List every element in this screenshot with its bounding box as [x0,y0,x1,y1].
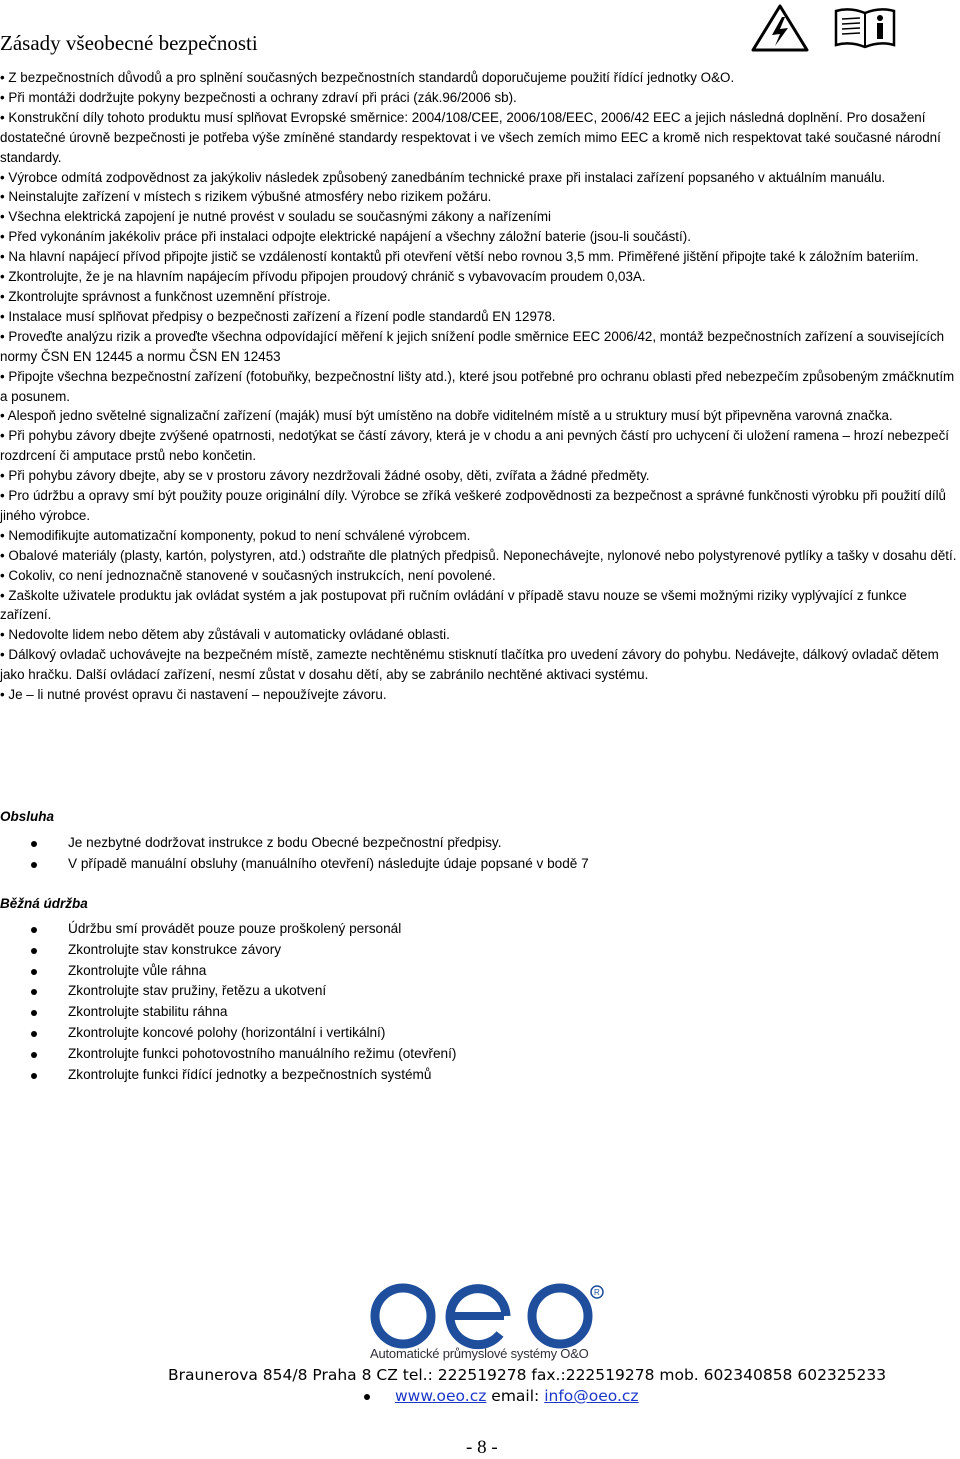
page-number: - 8 - [466,1437,498,1458]
list-item: Zkontrolujte stav konstrukce závory [0,940,900,961]
list-item: V případě manuální obsluhy (manuálního otevření) následujte údaje popsané v bodě 7 [0,854,900,875]
safety-item: • Konstrukční díly tohoto produktu musí splňovat Evropské směrnice: 2004/108/CEE, 2006/108/EEC, 2006/42 EEC a jejich následná doplnění. Pro dosažení dostatečné úrovně bezpečnosti je potřeba výše zmíněné standardy respektovat i ve všech zemích mimo EEC a kromě nich respektovat také současné národní standardy. [0,109,941,165]
safety-instructions [0,68,958,705]
udrzba-list [0,919,900,1085]
safety-item: • Nemodifikujte automatizační komponenty, pokud to není schválené výrobcem. [0,527,471,543]
bullet-icon [31,948,37,954]
safety-item: • Na hlavní napájecí přívod připojte jistič se vzdáleností kontaktů při otevření větší nebo rovnou 3,5 mm. Přiměřené jištění připojte také k záložním bateriím. [0,249,919,265]
bullet-icon [31,927,37,933]
bullet-icon [31,969,37,975]
bullet-icon [364,1394,370,1400]
safety-item: • Dálkový ovladač uchovávejte na bezpečném místě, zamezte nechtěnému stisknutí tlačítka pro uvedení závory do pohybu. Nedávejte, dálkový ovladač dětem jako hračku. Další ovládací zařízení, nesmí zůstat v dosahu dětí, aby se zabránilo nechtěné aktivaci systému. [0,647,939,683]
bullet-icon [31,841,37,847]
safety-item: • Obalové materiály (plasty, kartón, polystyren, atd.) odstraňte dle platných předpisů. Neponechávejte, nylonové nebo polystyrenové pytlíky a tašky v dosahu dětí. [0,547,957,563]
website-link[interactable]: www.oeo.cz [395,1387,487,1405]
electric-hazard-icon [750,3,810,53]
safety-item: • Proveďte analýzu rizik a proveďte všechna odpovídající měření k jejich snížení podle směrnice EEC 2006/42, montáž bezpečnostních zařízení a souvisejících normy ČSN EN 12445 a normu ČSN EN 12453 [0,328,945,364]
page-title: Zásady všeobecné bezpečnosti [0,31,258,55]
svg-text:R: R [594,1288,600,1297]
safety-item: • Výrobce odmítá zodpovědnost za jakýkoliv následek způsobený zanedbáním technické praxe při instalaci zařízení popsaného v aktuálním manuálu. [0,169,886,185]
safety-item: • Nedovolte lidem nebo dětem aby zůstávali v automaticky ovládané oblasti. [0,627,450,643]
safety-item: • Je – li nutné provést opravu či nastavení – nepoužívejte závoru. [0,687,387,703]
safety-item: • Alespoň jedno světelné signalizační zařízení (maják) musí být umístěno na dobře viditelném místě a u struktury musí být připevněna varovná značka. [0,408,893,424]
list-item: Zkontrolujte stav pružiny, řetězu a ukotvení [0,981,900,1002]
bullet-icon [31,1073,37,1079]
email-label: email: [486,1387,545,1405]
list-item: Zkontrolujte stabilitu ráhna [0,1002,900,1023]
list-item: Zkontrolujte vůle ráhna [0,961,900,982]
list-item: Zkontrolujte funkci řídící jednotky a bezpečnostních systémů [0,1065,900,1086]
obsluha-list [0,833,900,875]
list-item: Je nezbytné dodržovat instrukce z bodu Obecné bezpečnostní předpisy. [0,833,900,854]
safety-item: • Neinstalujte zařízení v místech s rizikem výbušné atmosféry nebo rizikem požáru. [0,189,492,205]
safety-item: • Zkontrolujte správnost a funkčnost uzemnění přístroje. [0,288,331,304]
safety-item: • Před vykonáním jakékoliv práce při instalaci odpojte elektrické napájení a všechny záložní baterie (jsou-li součástí). [0,229,691,245]
safety-item: • Všechna elektrická zapojení je nutné provést v souladu se současnými zákony a nařízeními [0,209,552,225]
safety-item: • Při pohybu závory dbejte zvýšené opatrnosti, nedotýkat se částí závory, která je v chodu a ani pevných částí pro uchycení či uložení ramena – hrozí nebezpečí rozdrcení či amputace prstů nebo končetin. [0,428,949,464]
safety-item: • Cokoliv, co není jednoznačně stanovené v současných instrukcích, není povolené. [0,567,496,583]
obsluha-heading: Obsluha [0,809,55,824]
safety-item: • Při pohybu závory dbejte, aby se v prostoru závory nezdržovali žádné osoby, děti, zvířata a žádné předměty. [0,468,650,484]
contact-address: Braunerova 854/8 Praha 8 CZ tel.: 222519278 fax.:222519278 mob. 602340858 602325233 [168,1366,887,1384]
email-link[interactable]: info@oeo.cz [544,1387,639,1405]
bullet-icon [31,1010,37,1016]
read-manual-icon [832,5,898,49]
list-item: Zkontrolujte funkci pohotovostního manuálního režimu (otevření) [0,1044,900,1065]
safety-item: • Instalace musí splňovat předpisy o bezpečnosti zařízení a řízení podle standardů EN 12978. [0,308,556,324]
bullet-icon [31,862,37,868]
list-item: Údržbu smí provádět pouze pouze proškolený personál [0,919,900,940]
list-item: Zkontrolujte koncové polohy (horizontální i vertikální) [0,1023,900,1044]
bullet-icon [31,989,37,995]
contact-links [364,1387,639,1405]
safety-item: • Pro údržbu a opravy smí být použity pouze originální díly. Výrobce se zříká veškeré zodpovědnosti za bezpečnost a správné funkčnosti výrobku při použití dílů jiného výrobce. [0,488,946,523]
safety-item: • Připojte všechna bezpečnostní zařízení (fotobuňky, bezpečnostní lišty atd.), které jsou potřebné pro ochranu oblasti před nebezpečím způsobeným zmáčknutím a posunem. [0,368,955,404]
safety-item: • Zaškolte uživatele produktu jak ovládat systém a jak postupovat při ručním ovládání v případě stavu nouze se všemi možnými riziky vyplývající z funkce zařízení. [0,587,907,623]
safety-item: • Z bezpečnostních důvodů a pro splnění současných bezpečnostních standardů doporučujeme použití řídící jednotky O&O. [0,70,735,85]
safety-item: • Zkontrolujte, že je na hlavním napájecím přívodu připojen proudový chránič s vybavovacím proudem 0,03A. [0,269,646,285]
logo-tagline: Automatické průmyslové systémy O&O [370,1346,589,1361]
bullet-icon [31,1052,37,1058]
udrzba-heading: Běžná údržba [0,896,88,911]
safety-item: • Při montáži dodržujte pokyny bezpečnosti a ochrany zdraví při práci (zák.96/2006 sb). [0,89,517,105]
header-icons [750,3,900,53]
bullet-icon [31,1031,37,1037]
